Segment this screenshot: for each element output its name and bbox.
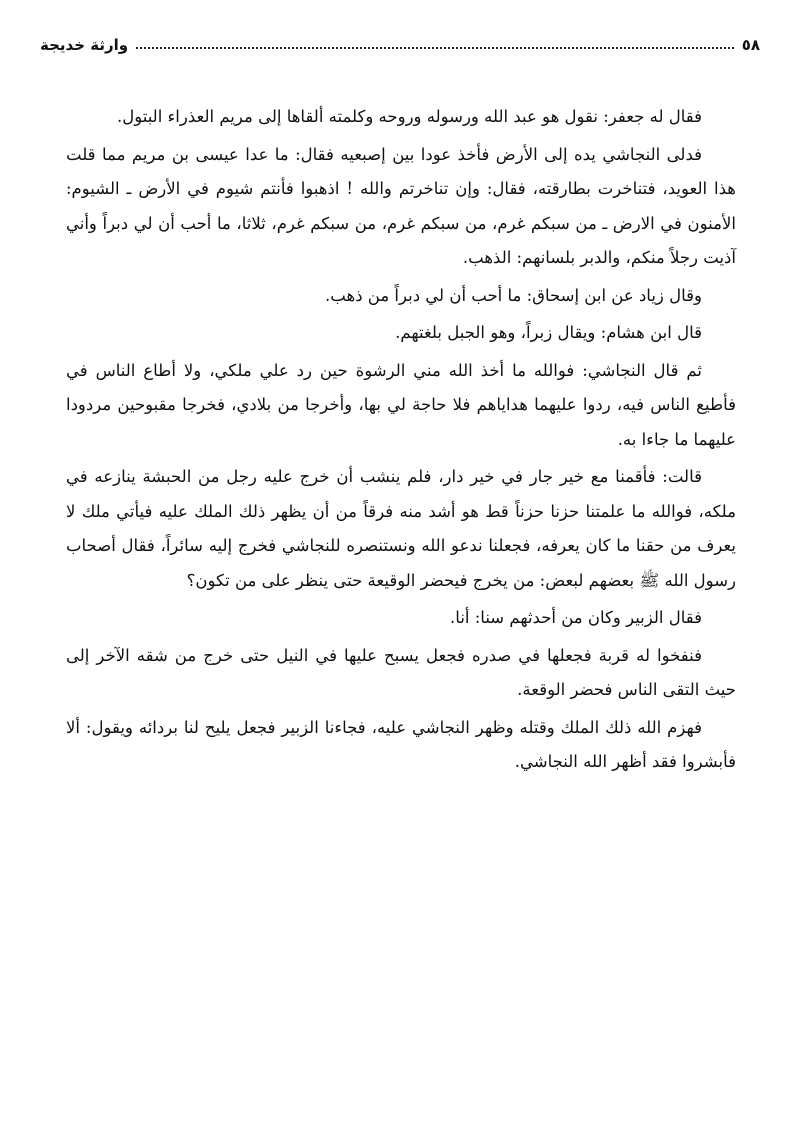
running-header	[40, 26, 760, 58]
paragraph: فدلى النجاشي يده إلى الأرض فأخذ عودا بين إصبعيه فقال: ما عدا عيسى بن مريم مما قلت هذا العويد، فتناخرت بطارقته، فقال: وإن تناخرتم والله ! اذهبوا فأنتم شيوم في الأرض ـ الشيوم: الأمنون في الارض ـ من سبكم غرم، من سبكم غرم، من سبكم غرم، ثلاثا، ما أحب أن لي دبراً وأني آذيت رجلاً منكم، والدبر بلسانهم: الذهب.	[66, 144, 736, 267]
paragraph: فهزم الله ذلك الملك وقتله وظهر النجاشي عليه، فجاءنا الزبير فجعل يليح لنا بردائه ويقول: ألا فأبشروا فقد أظهر الله النجاشي.	[66, 717, 736, 771]
paragraph: فقال الزبير وكان من أحدثهم سنا: أنا.	[450, 608, 702, 627]
page-body	[66, 100, 736, 783]
book-title: وارثة خديجة	[40, 36, 129, 54]
paragraph: قالت: فأقمنا مع خير جار في خير دار، فلم ينشب أن خرج عليه رجل من الحبشة ينازعه في ملكه، فوالله ما علمتنا حزنا حزناً قط هو أشد منه فرقاً من أن يظهر ذلك الملك عليه فيأتي ملك لا يعرف من حقنا ما كان يعرفه، فجعلنا ندعو الله ونستنصره للنجاشي فخرج إليه سائراً، فقال أصحاب رسول الله ﷺ بعضهم لبعض: من يخرج فيحضر الوقيعة حتى ينظر على من تكون؟	[66, 467, 736, 590]
paragraph: فنفخوا له قربة فجعلها في صدره فجعل يسبح عليها في النيل حتى خرج من شقه الآخر إلى حيث التقى الناس فحضر الوقعة.	[66, 645, 736, 699]
dotted-leader	[136, 47, 734, 49]
paragraph: فقال له جعفر: نقول هو عبد الله ورسوله وروحه وكلمته ألقاها إلى مريم العذراء البتول.	[116, 107, 702, 126]
paragraph: ثم قال النجاشي: فوالله ما أخذ الله مني الرشوة حين رد علي ملكي، ولا أطاع الناس في فأطيع الناس فيه، ردوا عليهما هداياهم فلا حاجة لي بها، وأخرجا من بلادي، فخرجا مقبوحين مردودا عليهما ما جاءا به.	[66, 360, 736, 449]
paragraph: وقال زياد عن ابن إسحاق: ما أحب أن لي دبراً من ذهب.	[325, 285, 702, 305]
page-number: ٥٨	[741, 36, 760, 54]
paragraph: قال ابن هشام: ويقال زبراً، وهو الجبل بلغتهم.	[395, 323, 702, 342]
